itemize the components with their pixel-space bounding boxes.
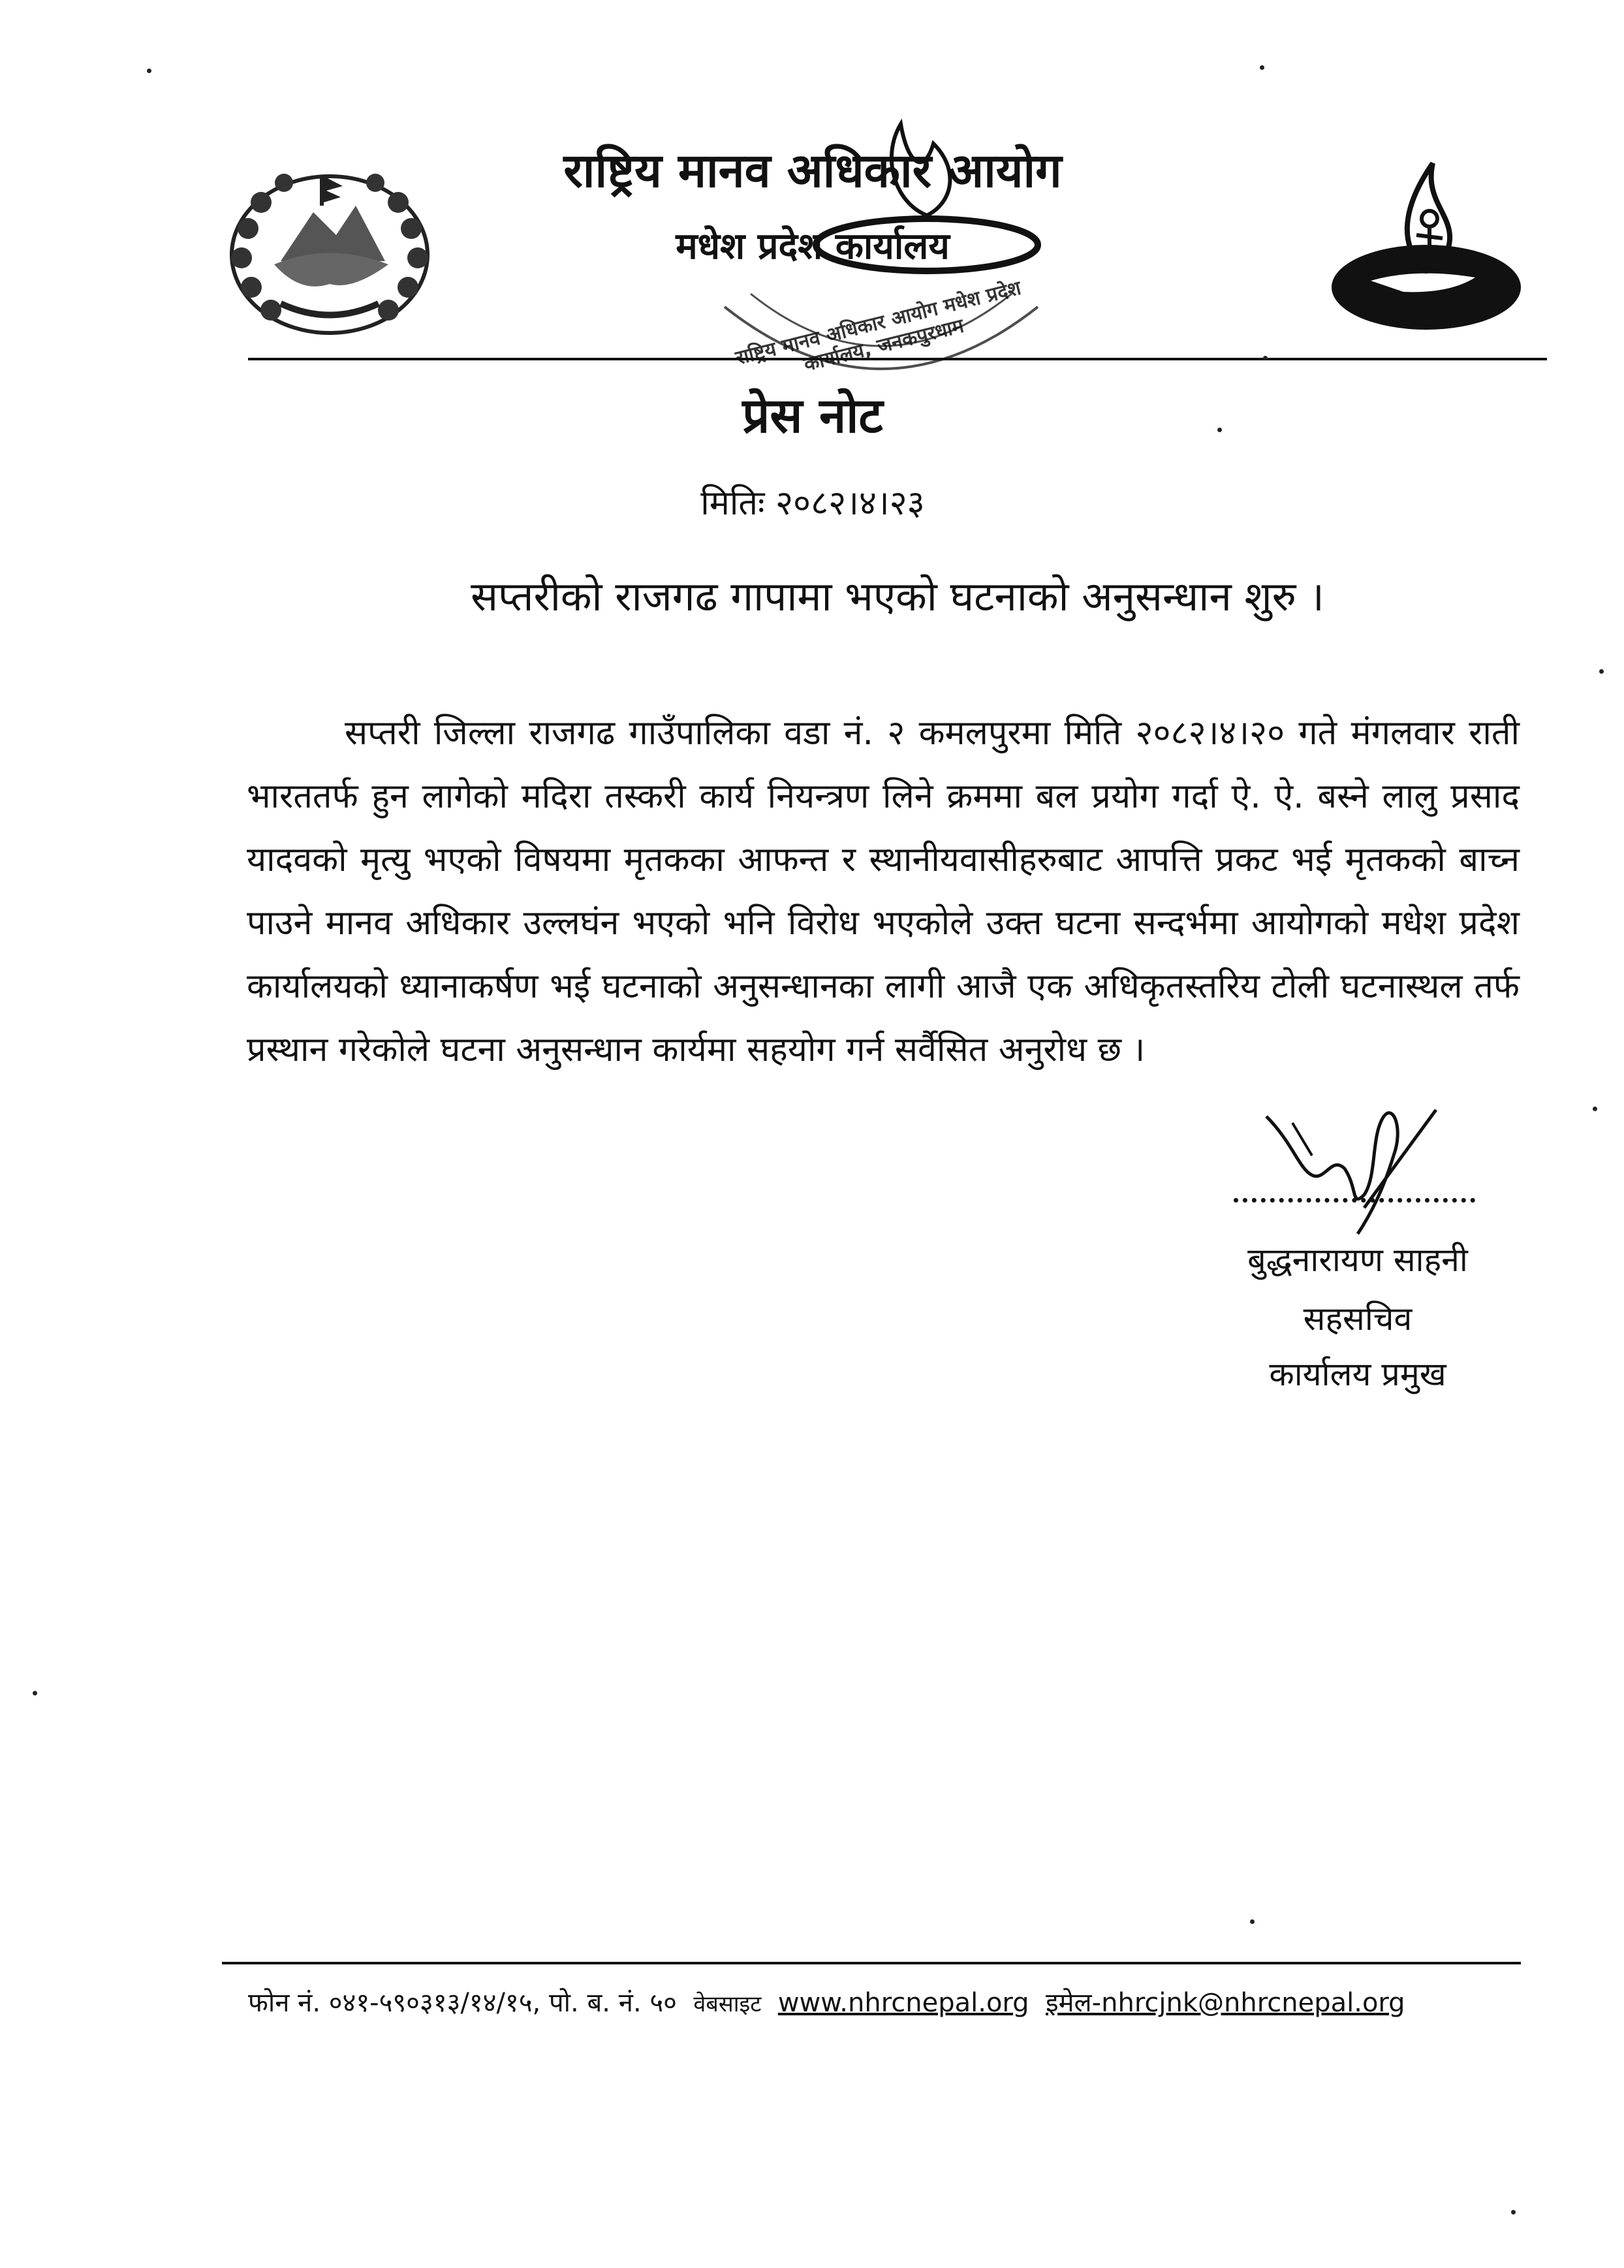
body-paragraph: सप्तरी जिल्ला राजगढ गाउँपालिका वडा नं. २ कमलपुरमा मिति २०८२।४।२० गते मंगलवार राती भारततर्फ हुन लागेको मदिरा तस्करी कार्य नियन्त्रण लिने क्रममा बल प्रयोग गर्दा ऐ. ऐ. बस्ने लालु प्रसाद यादवको मृत्यु भएको विषयमा मृतकका आफन्त र स्थानीयवासीहरुबाट आपत्ति प्रकट भई मृतकको बाच्न पाउने मानव अधिकार उल्लघंन भएको भनि विरोध भएकोले उक्त घटना सन्दर्भमा आयोगको मधेश प्रदेश कार्यालयको ध्यानाकर्षण भई घटनाको अनुसन्धानका लागी आजै एक अधिकृतस्तरिय टोली घटनास्थल तर्फ प्रस्थान गरेकोले घटना अनुसन्धान कार्यमा सहयोग गर्न सर्वैसित अनुरोध छ । — [247, 714, 1520, 1069]
handwritten-signature — [1253, 1077, 1449, 1247]
press-note-heading: प्रेस नोट — [742, 388, 883, 444]
footer-contact — [248, 1990, 1527, 2016]
scan-speck — [147, 69, 151, 73]
footer-divider — [222, 1962, 1521, 1964]
signatory-title: सहसचिव — [1303, 1300, 1413, 1338]
scan-speck — [33, 1691, 37, 1695]
flame-mark-icon — [803, 104, 1051, 274]
footer-email-link[interactable]: इमेल-nhrcjnk@nhrcnepal.org — [1046, 1988, 1405, 2018]
scan-speck — [1263, 356, 1268, 360]
signatory-office: कार्यालय प्रमुख — [1269, 1355, 1446, 1393]
organization-title: राष्ट्रिय मानव अधिकार आयोग — [563, 143, 1062, 198]
stamp-text: राष्ट्रिय मानव अधिकार आयोग मधेश प्रदेश कार्यालय, जनकपुरधाम — [733, 276, 1023, 376]
scan-speck — [1217, 428, 1222, 432]
signature-line — [1234, 1198, 1475, 1203]
scan-speck — [1260, 65, 1264, 70]
body-paragraph-container — [247, 702, 1520, 1082]
office-subtitle: मधेश प्रदेश कार्यालय — [676, 225, 950, 268]
nepal-emblem-icon — [222, 150, 437, 339]
scan-speck — [1511, 2210, 1516, 2214]
nhrc-logo-icon — [1325, 147, 1527, 336]
scan-speck — [1599, 669, 1604, 674]
document-date: मितिः २०८२।४।२३ — [700, 484, 925, 523]
header-divider — [248, 358, 1547, 360]
scan-speck — [1250, 1919, 1255, 1924]
footer-phone: फोन नं. ०४१-५९०३१३/१४/१५, पो. ब. नं. ५० — [248, 1988, 677, 2018]
footer-website-link[interactable]: www.nhrcnepal.org — [777, 1988, 1029, 2018]
subject-line: सप्तरीको राजगढ गापामा भएको घटनाको अनुसन्धान शुरु । — [471, 573, 1324, 620]
signatory-name: बुद्धनारायण साहनी — [1247, 1241, 1468, 1279]
scan-speck — [1593, 1107, 1597, 1111]
footer-website-label: वेबसाइट — [693, 1991, 762, 2017]
